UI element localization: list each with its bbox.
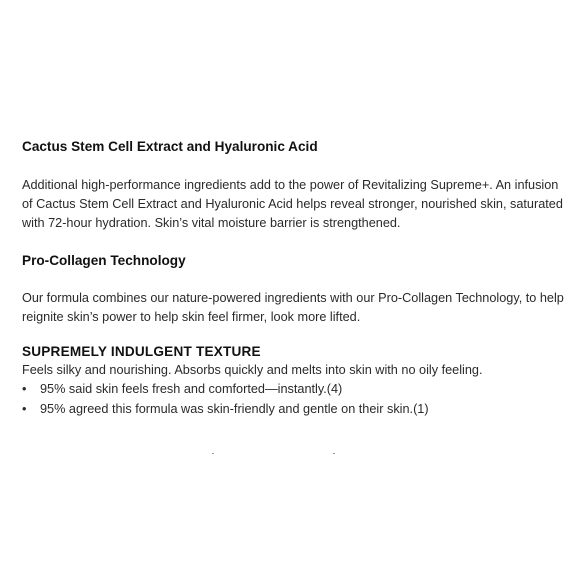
section-body-pro-collagen: Our formula combines our nature-powered ingredients with our Pro-Collagen Technology, to help reignite skin’s power to help skin feel firmer, look more lifted. [22, 291, 564, 324]
section-heading-cactus-stem-cell: Cactus Stem Cell Extract and Hyaluronic Acid [22, 139, 318, 154]
claim-text: 95% said skin feels fresh and comforted—instantly.(4) [40, 382, 343, 396]
scan-speck [212, 453, 214, 454]
section-body-cactus-stem-cell: Additional high-performance ingredients add to the power of Revitalizing Supreme+. An infusion of Cactus Stem Cell Extract and Hyaluronic Acid helps reveal stronger, nourished skin, saturated with 72-hour hydration. Skin’s vital moisture barrier is strengthened. [22, 178, 563, 230]
section-heading-texture: SUPREMELY INDULGENT TEXTURE [22, 344, 261, 359]
section-heading-pro-collagen: Pro-Collagen Technology [22, 253, 186, 268]
list-item [22, 380, 567, 400]
product-description [22, 138, 567, 419]
scan-speck [333, 453, 335, 454]
section-body-texture: Feels silky and nourishing. Absorbs quickly and melts into skin with no oily feeling. [22, 363, 483, 377]
bullet-icon: • [22, 401, 27, 416]
claims-list [22, 380, 567, 419]
bullet-icon: • [22, 382, 27, 396]
list-item [22, 400, 567, 420]
claim-text: 95% agreed this formula was skin-friendly and gentle on their skin.(1) [40, 401, 429, 416]
